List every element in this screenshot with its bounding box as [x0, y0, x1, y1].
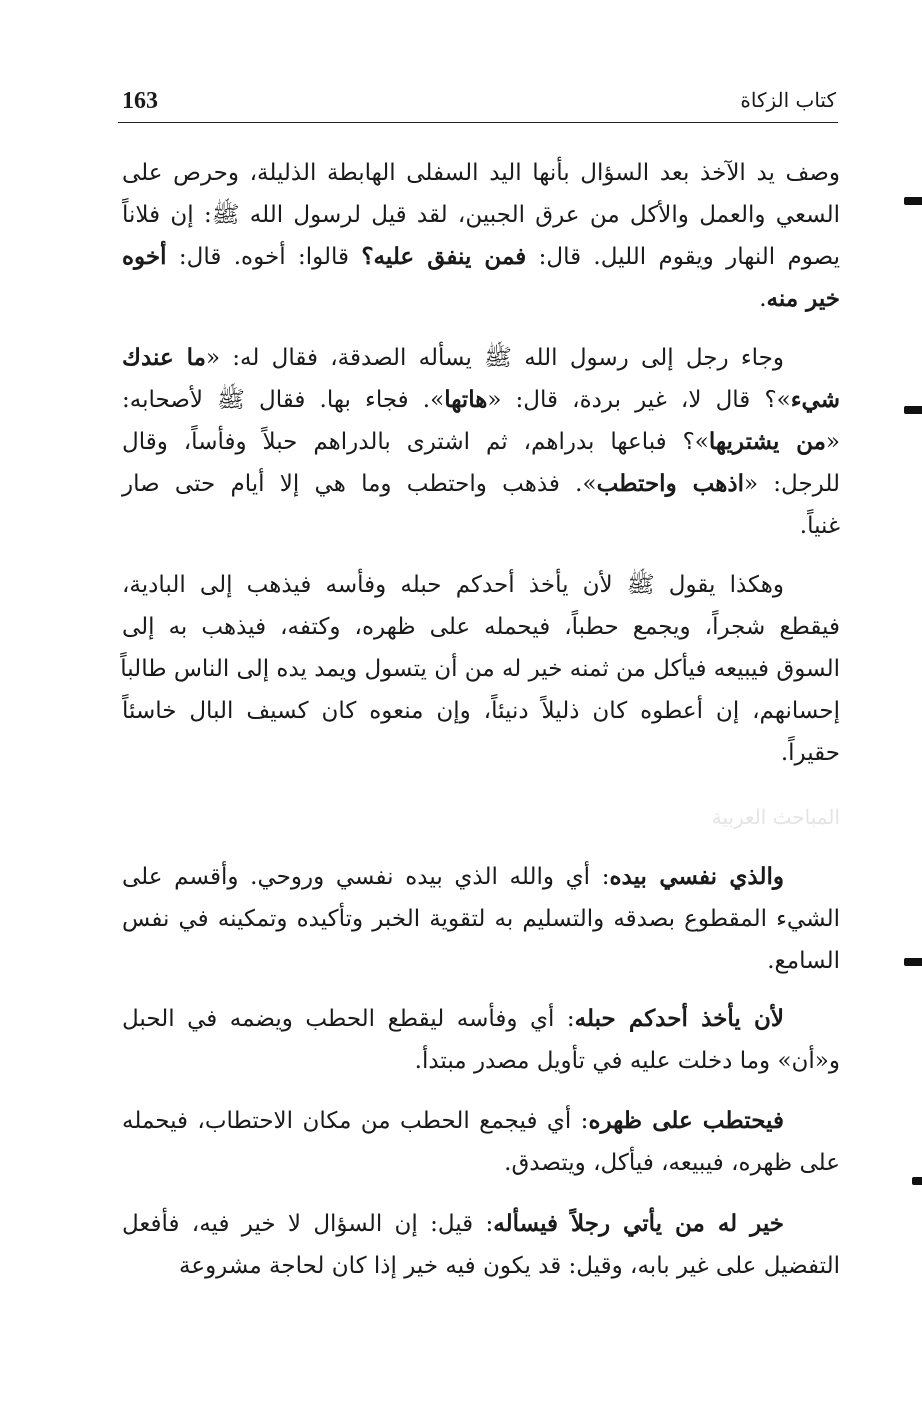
- running-title: كتاب الزكاة: [740, 88, 836, 112]
- text-run: إحسانهم، إن أعطوه كان ذليلاً دنيئاً، وإن منعوه كان كسيف البال خاسئاً: [122, 698, 840, 724]
- commentary-paragraph: [122, 1100, 840, 1184]
- text-line: [122, 1040, 840, 1082]
- text-run: على ظهره، فيبيعه، فيأكل، ويتصدق.: [504, 1150, 840, 1176]
- margin-mark: [904, 406, 922, 414]
- text-line: [122, 690, 840, 732]
- text-line: [122, 379, 840, 421]
- text-line: [122, 152, 840, 194]
- text-run: للرجل: «: [743, 471, 840, 497]
- text-line: [122, 463, 840, 505]
- bold-term: لأن يأخذ أحدكم حبله: [574, 1005, 784, 1032]
- text-run: حقيراً.: [780, 740, 840, 766]
- text-run: السوق فيبيعه فيأكل من ثمنه خير له من أن يتسول ويمد يده إلى الناس طالباً: [120, 656, 840, 682]
- text-line: [122, 1100, 840, 1142]
- text-line: [122, 648, 840, 690]
- text-run: ». فذهب واحتطب وما هي إلا أيام حتى صار: [122, 471, 597, 497]
- bold-term: هاتها: [444, 386, 488, 413]
- text-line: [122, 505, 840, 547]
- bold-term: والذي نفسي بيده: [609, 863, 784, 890]
- bold-term: خير منه: [766, 285, 840, 312]
- body-paragraph: [122, 564, 840, 774]
- text-run: وجاء رجل إلى رسول الله ﷺ يسأله الصدقة، فقال له: «: [205, 345, 785, 371]
- text-run: : أي والله الذي بيده نفسي وروحي. وأقسم على: [122, 864, 610, 890]
- text-line: [122, 940, 840, 982]
- text-line: [122, 194, 840, 236]
- text-run: «: [825, 429, 840, 455]
- commentary-paragraph: [122, 1203, 840, 1287]
- text-line: [122, 732, 840, 774]
- text-line: [122, 1142, 840, 1184]
- page-header: [118, 82, 838, 123]
- margin-mark: [904, 958, 922, 966]
- bold-term: شيء: [790, 386, 840, 413]
- text-run: فيقطع شجراً، ويجمع حطباً، فيحمله على ظهره، وكتفه، فيذهب به إلى: [122, 614, 840, 640]
- text-line: [122, 856, 840, 898]
- text-run: التفضيل على غير بابه، وقيل: قد يكون فيه خير إذا كان لحاجة مشروعة: [179, 1253, 840, 1279]
- text-run: و«أن» وما دخلت عليه في تأويل مصدر مبتدأ.: [414, 1048, 840, 1074]
- margin-mark: [904, 197, 922, 205]
- text-line: [122, 337, 840, 379]
- text-run: الشيء المقطوع بصدقه والتسليم به لتقوية الخبر وتأكيده وتمكينه في نفس: [122, 906, 840, 932]
- text-run: وصف يد الآخذ بعد السؤال بأنها اليد السفلى الهابطة الذليلة، وحرص على: [122, 160, 840, 186]
- text-line: [122, 998, 840, 1040]
- body-paragraph: [122, 337, 840, 547]
- text-line: [122, 564, 840, 606]
- margin-mark: [912, 1177, 922, 1185]
- text-line: [122, 606, 840, 648]
- page-number: 163: [122, 88, 158, 114]
- text-run: قالوا: أخوه. قال:: [166, 244, 362, 270]
- body-paragraph: [122, 152, 840, 320]
- text-run: السامع.: [767, 948, 840, 974]
- text-line: [122, 278, 840, 320]
- text-run: وهكذا يقول ﷺ لأن يأخذ أحدكم حبله وفأسه فيذهب إلى البادية،: [122, 572, 784, 598]
- text-run: »؟ قال لا، غير بردة، قال: «: [487, 387, 791, 413]
- commentary-paragraph: [122, 856, 840, 982]
- text-line: [122, 421, 840, 463]
- text-line: [122, 898, 840, 940]
- bold-term: خير له من يأتي رجلاً فيسأله: [493, 1210, 785, 1237]
- bold-term: ما عندك: [122, 344, 206, 371]
- text-line: [122, 1245, 840, 1287]
- text-run: : أي وفأسه ليقطع الحطب ويضمه في الحبل: [122, 1006, 575, 1032]
- bold-term: اذهب واحتطب: [596, 470, 744, 497]
- text-run: .: [759, 286, 767, 312]
- text-run: السعي والعمل والأكل من عرق الجبين، لقد قيل لرسول الله ﷺ: إن فلاناً: [122, 202, 840, 228]
- text-line: [122, 236, 840, 278]
- commentary-paragraph: [122, 998, 840, 1082]
- text-run: »؟ فباعها بدراهم، ثم اشترى بالدراهم حبلاً وفأساً، وقال: [122, 429, 709, 455]
- text-run: يصوم النهار ويقوم الليل. قال:: [526, 244, 840, 270]
- text-line: [122, 1203, 840, 1245]
- text-run: : قيل: إن السؤال لا خير فيه، فأفعل: [122, 1211, 494, 1237]
- text-run: : أي فيجمع الحطب من مكان الاحتطاب، فيحمله: [122, 1108, 589, 1134]
- bold-term: فيحتطب على ظهره: [588, 1107, 784, 1134]
- text-run: ». فجاء بها. فقال ﷺ لأصحابه:: [122, 387, 445, 413]
- bold-term: أخوه: [122, 243, 167, 270]
- bold-term: فمن ينفق عليه؟: [361, 243, 527, 270]
- text-run: غنياً.: [799, 513, 840, 539]
- section-title: المباحث العربية: [711, 805, 840, 829]
- bold-term: من يشتريها: [708, 428, 826, 455]
